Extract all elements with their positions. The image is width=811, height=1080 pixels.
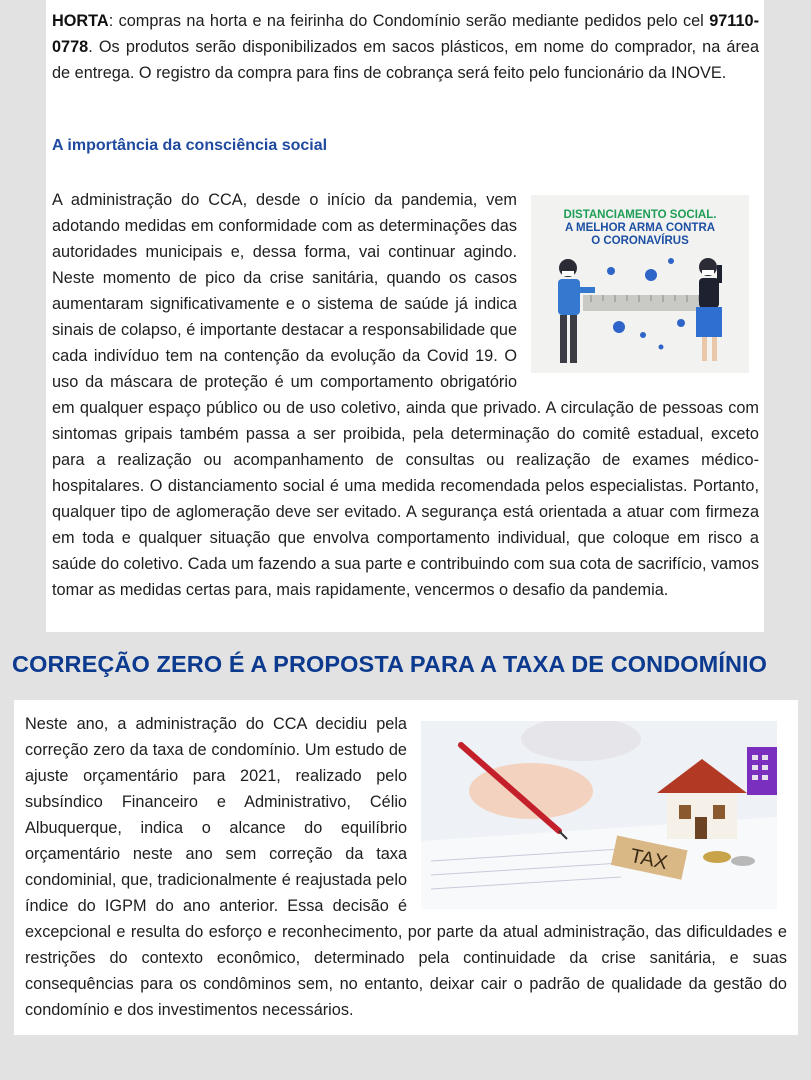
social-awareness-subheading: A importância da consciência social <box>52 137 328 154</box>
article-card-horta <box>46 0 764 632</box>
tax-photo <box>421 721 777 909</box>
illustration-line-1: DISTANCIAMENTO SOCIAL. <box>563 209 717 221</box>
horta-text-b: . Os produtos serão disponibilizados em sacos plásticos, em nome do comprador, na área de entrega. O registro da compra para fins de cobrança será feito pelo funcionário da INOVE. <box>52 38 759 82</box>
horta-paragraph <box>52 8 759 86</box>
tax-tag-text: TAX <box>628 844 670 875</box>
social-awareness-text: A administração do CCA, desde o início da pandemia, vem adotando medidas em conformidade com as determinações das autoridades municipais e, dessa forma, vai continuar agindo. Neste momento de pico da crise sanitária, quando os casos aumentaram significativamente e o sistema de saúde já indica sinais de colapso, é importante destacar a responsabilidade que cada indivíduo tem na contenção da evolução da Covid 19. O uso da máscara de proteção é um comportamento obrigatório em qualquer espaço público ou de uso coletivo, ainda que privado. A circulação de pessoas com sintomas gripais também passa a ser proibida, pela determinação do comitê estadual, exceto para a realização ou acompanhamento de consultas ou realização de exames médico-hospitalares. O distanciamento social é uma medida recomendada pelos especialistas. Portanto, qualquer tipo de aglomeração deve ser evitado. A segurança está orientada a atuar com firmeza em toda e qualquer situação que envolva comportamento individual, que coloque em risco a saúde do coletivo. Cada um fazendo a sua parte e contribuindo com sua cota de sacrifício, vamos tomar as medidas certas para, mais rapidamente, vencermos o desafio da pandemia. <box>52 191 759 599</box>
article-card-tax <box>14 700 798 1035</box>
horta-text-a: : compras na horta e na feirinha do Condomínio serão mediante pedidos pelo cel <box>108 12 710 30</box>
horta-phone: 97110-0778 <box>52 12 759 56</box>
social-distancing-illustration <box>531 195 749 373</box>
tax-text: Neste ano, a administração do CCA decidiu pela correção zero da taxa de condomínio. Um estudo de ajuste orçamentário para 2021, realizado pelo subsíndico Financeiro e Administrativo, Célio Albuquerque, indica o alcance do equilíbrio orçamentário neste ano sem correção da taxa condominial, que, tradicionalmente é reajustada pelo índice do IGPM do ano anterior. Essa decisão é excepcional e resulta do esforço e reconhecimento, por parte da atual administração, das dificuldades e restrições do contexto econômico, determinado pela continuidade da crise sanitária, e suas consequências para os condôminos sem, no entanto, deixar cair o padrão de qualidade da gestão do condomínio e dos investimentos necessários. <box>25 715 787 1019</box>
tax-section-heading: CORREÇÃO ZERO É A PROPOSTA PARA A TAXA DE CONDOMÍNIO <box>12 651 768 677</box>
illustration-line-3: O CORONAVÍRUS <box>591 235 689 247</box>
illustration-line-2: A MELHOR ARMA CONTRA <box>564 222 716 234</box>
horta-label: HORTA <box>52 12 109 30</box>
